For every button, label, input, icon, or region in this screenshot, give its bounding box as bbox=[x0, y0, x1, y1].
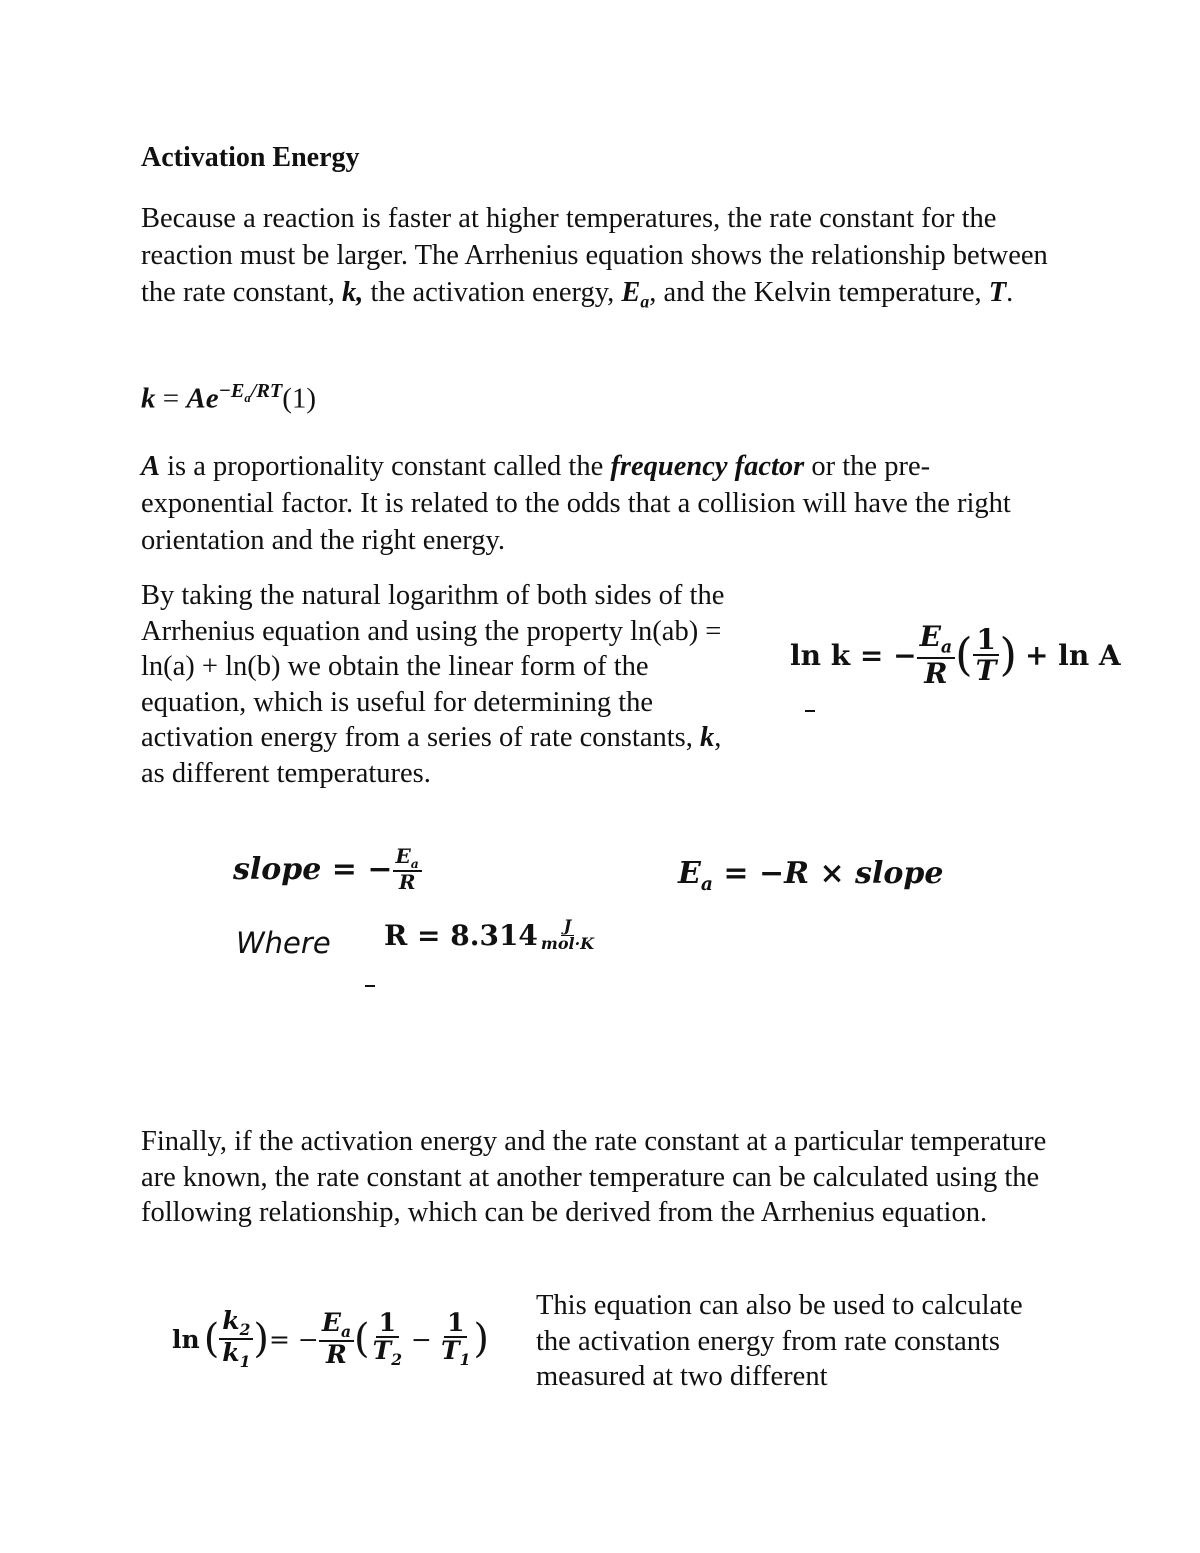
intro-ea-symbol: $E_a$ bbox=[621, 277, 650, 312]
two-point-eq: = − bbox=[269, 1324, 319, 1354]
intro-text-3: , and the Kelvin temperature, bbox=[649, 277, 989, 308]
frequency-factor-paragraph bbox=[141, 448, 1051, 559]
slope-equation bbox=[233, 846, 422, 893]
dash-mark bbox=[805, 710, 815, 712]
page-title: Activation Energy bbox=[141, 142, 360, 173]
intro-text-4: . bbox=[1006, 277, 1014, 308]
gas-constant-equation bbox=[384, 918, 597, 953]
lneq-lhs: ln k = − bbox=[790, 638, 917, 672]
freq-a-symbol: A bbox=[141, 451, 161, 482]
eq1-k: k bbox=[141, 382, 156, 415]
intro-paragraph bbox=[141, 200, 1061, 321]
freq-text-2: or the pre-exponential factor. It is related to the odds that a collision will have the right orientation and the right energy. bbox=[141, 451, 1011, 556]
two-point-k-ratio: $\frac{k_2}{k_1}$ bbox=[219, 1308, 253, 1371]
lneq-ea-over-r: $\frac{E_a}{R}$ bbox=[917, 622, 956, 688]
ln-k-equation: ln k = − $\frac{E_a}{R}$ ( $\frac{1}{T}$ ) + ln A bbox=[790, 620, 1121, 690]
intro-t-symbol: T bbox=[988, 277, 1007, 308]
intro-text-2: the activation energy, bbox=[363, 277, 622, 308]
two-point-ea-over-r: $\frac{E_a}{R}$ bbox=[319, 1310, 354, 1369]
freq-term: frequency factor bbox=[610, 451, 805, 482]
intro-k: k, bbox=[342, 277, 364, 308]
where-label: Where bbox=[236, 926, 331, 960]
eq1-equals: = bbox=[155, 382, 187, 415]
lneq-rhs: + ln A bbox=[1024, 638, 1121, 672]
linear-k: k bbox=[699, 722, 715, 753]
eq1-exponent: −Ea/RT bbox=[218, 380, 283, 406]
dash-mark bbox=[365, 985, 375, 987]
two-point-inv-t1: $\frac{1}{T_1}$ bbox=[440, 1308, 471, 1370]
arrhenius-equation bbox=[141, 380, 316, 416]
ea-equation: $E_a = -R$ × slope bbox=[678, 856, 944, 895]
linear-text-1: By taking the natural logarithm of both sides of the Arrhenius equation and using the property ln(ab) = ln(a) + ln(b) we obtain the linear form of the equation, which is useful for determining the activation energy from a series of rate constants, bbox=[141, 580, 725, 753]
final-paragraph: Finally, if the activation energy and the rate constant at a particular temperature are known, the rate constant at another temperature can be calculated using the following relationship, which can be derived from the Arrhenius equation. bbox=[141, 1126, 1047, 1228]
slope-ea-over-r: $\frac{E_a}{R}$ bbox=[393, 846, 422, 893]
linear-form-paragraph bbox=[141, 578, 751, 791]
two-point-ln: ln bbox=[172, 1324, 200, 1354]
gas-constant-lhs: R = 8.314 bbox=[384, 918, 538, 952]
slope-lhs: slope = − bbox=[233, 852, 393, 887]
eq1-number: (1) bbox=[282, 382, 317, 415]
two-point-equation: ln ( $\frac{k_2}{k_1}$ ) = − $\frac{E_a}{R}$ ( $\frac{1}{T_2}$ − $\frac{1}{T_1}$ ) bbox=[172, 1306, 489, 1372]
gas-constant-units: $\frac{J}{\text{mol·K}}$ bbox=[540, 916, 595, 953]
lneq-one-over-t: $\frac{1}{T}$ bbox=[973, 625, 1000, 686]
side-note: This equation can also be used to calculate the activation energy from rate constants measured at two different bbox=[536, 1290, 1023, 1392]
eq1-ae: Ae bbox=[186, 382, 219, 415]
freq-text-1: is a proportionality constant called the bbox=[160, 451, 611, 482]
ea-rhs: = −R × slope bbox=[712, 856, 944, 891]
intro-text-1: Because a reaction is faster at higher temperatures, the rate constant for the reaction must be larger. The Arrhenius equation shows the relationship between the rate constant, bbox=[141, 203, 1048, 308]
two-point-inv-t2: $\frac{1}{T_2}$ bbox=[372, 1308, 402, 1370]
linear-text-2: , as different temperatures. bbox=[141, 722, 722, 789]
